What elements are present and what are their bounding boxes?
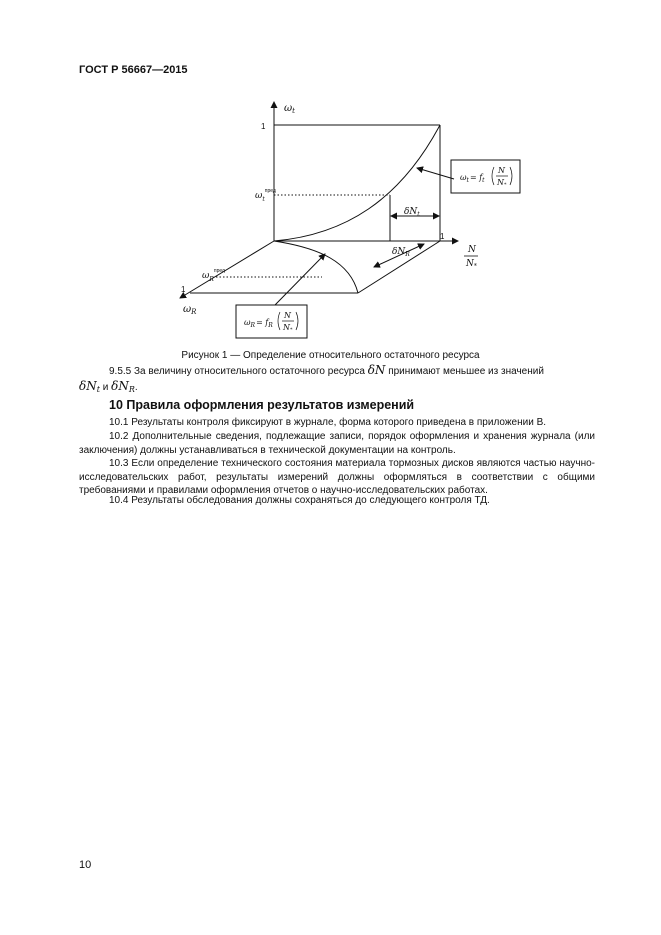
figure-caption: Рисунок 1 — Определение относительного остаточного ресурса: [181, 350, 480, 361]
formula-t: [460, 166, 512, 188]
formula-t-leader: [417, 168, 454, 179]
svg-text:ωt= ft: $\omega_t= f_t$: [460, 173, 485, 184]
n-ratio-numerator: N: [468, 245, 476, 255]
svg-text:N*: N*: [283, 323, 293, 333]
paragraph-10-1: 10.1 Результаты контроля фиксируют в журнале, форма которого приведена в приложении В.: [109, 417, 547, 428]
omega-r-axis: [180, 241, 274, 298]
formula-r: [244, 311, 298, 333]
svg-text:N: N: [284, 311, 291, 320]
paragraph-9-5-5-values: $\delta N_t$ и $\delta N_R$.: [79, 379, 138, 394]
svg-text:N: N: [498, 166, 505, 175]
svg-text:N*: N*: [497, 178, 507, 188]
page-number: 10: [79, 859, 92, 871]
axis-one-right: 1: [440, 232, 445, 241]
n-ratio-denominator: $N_*$: [466, 259, 477, 270]
paragraph-9-5-5: 9.5.5 За величину относительного остаточного ресурса δN принимают меньшее из значений: [109, 363, 544, 377]
omega-t-axis-label: $\omega_t$: [284, 103, 295, 115]
paragraph-10-4: 10.4 Результаты обследования должны сохраняться до следующего контроля ТД.: [109, 495, 490, 506]
paragraph-10-3: 10.3 Если определение технического состояния материала тормозных дисков являются частью научно-исследовательских работ, результаты измерений должны оформляться в соответствии с общими требованиями и правилами оформления отчетов о научно-исследовательских работах.: [79, 458, 595, 496]
dnr-label: $\delta N_R$: [392, 247, 410, 258]
dnt-label: $\delta N_t$: [404, 207, 420, 218]
document-header: ГОСТ Р 56667—2015: [79, 64, 188, 76]
resource-diagram: [0, 0, 661, 345]
omega-t-curve: [274, 125, 440, 241]
formula-r-leader: [275, 254, 325, 305]
axis-one-left: 1: [181, 285, 186, 294]
section-title: 10 Правила оформления результатов измерений: [109, 398, 415, 412]
axis-one-top: 1: [261, 122, 266, 131]
paragraph-10-2: 10.2 Дополнительные сведения, подлежащие записи, порядок оформления и хранения журнала (или заключения) должны устанавливаться в технической документации на контроль.: [79, 431, 595, 456]
omega-r-curve: [274, 241, 358, 293]
svg-text:ωR= fR: $\omega_R= f_R$: [244, 318, 273, 329]
omega-r-limit-label: $\omega_R^{пред}$: [202, 268, 225, 283]
omega-r-axis-label: $\omega_R$: [183, 304, 197, 316]
omega-t-limit-label: $\omega_t^{пред}$: [255, 188, 276, 203]
